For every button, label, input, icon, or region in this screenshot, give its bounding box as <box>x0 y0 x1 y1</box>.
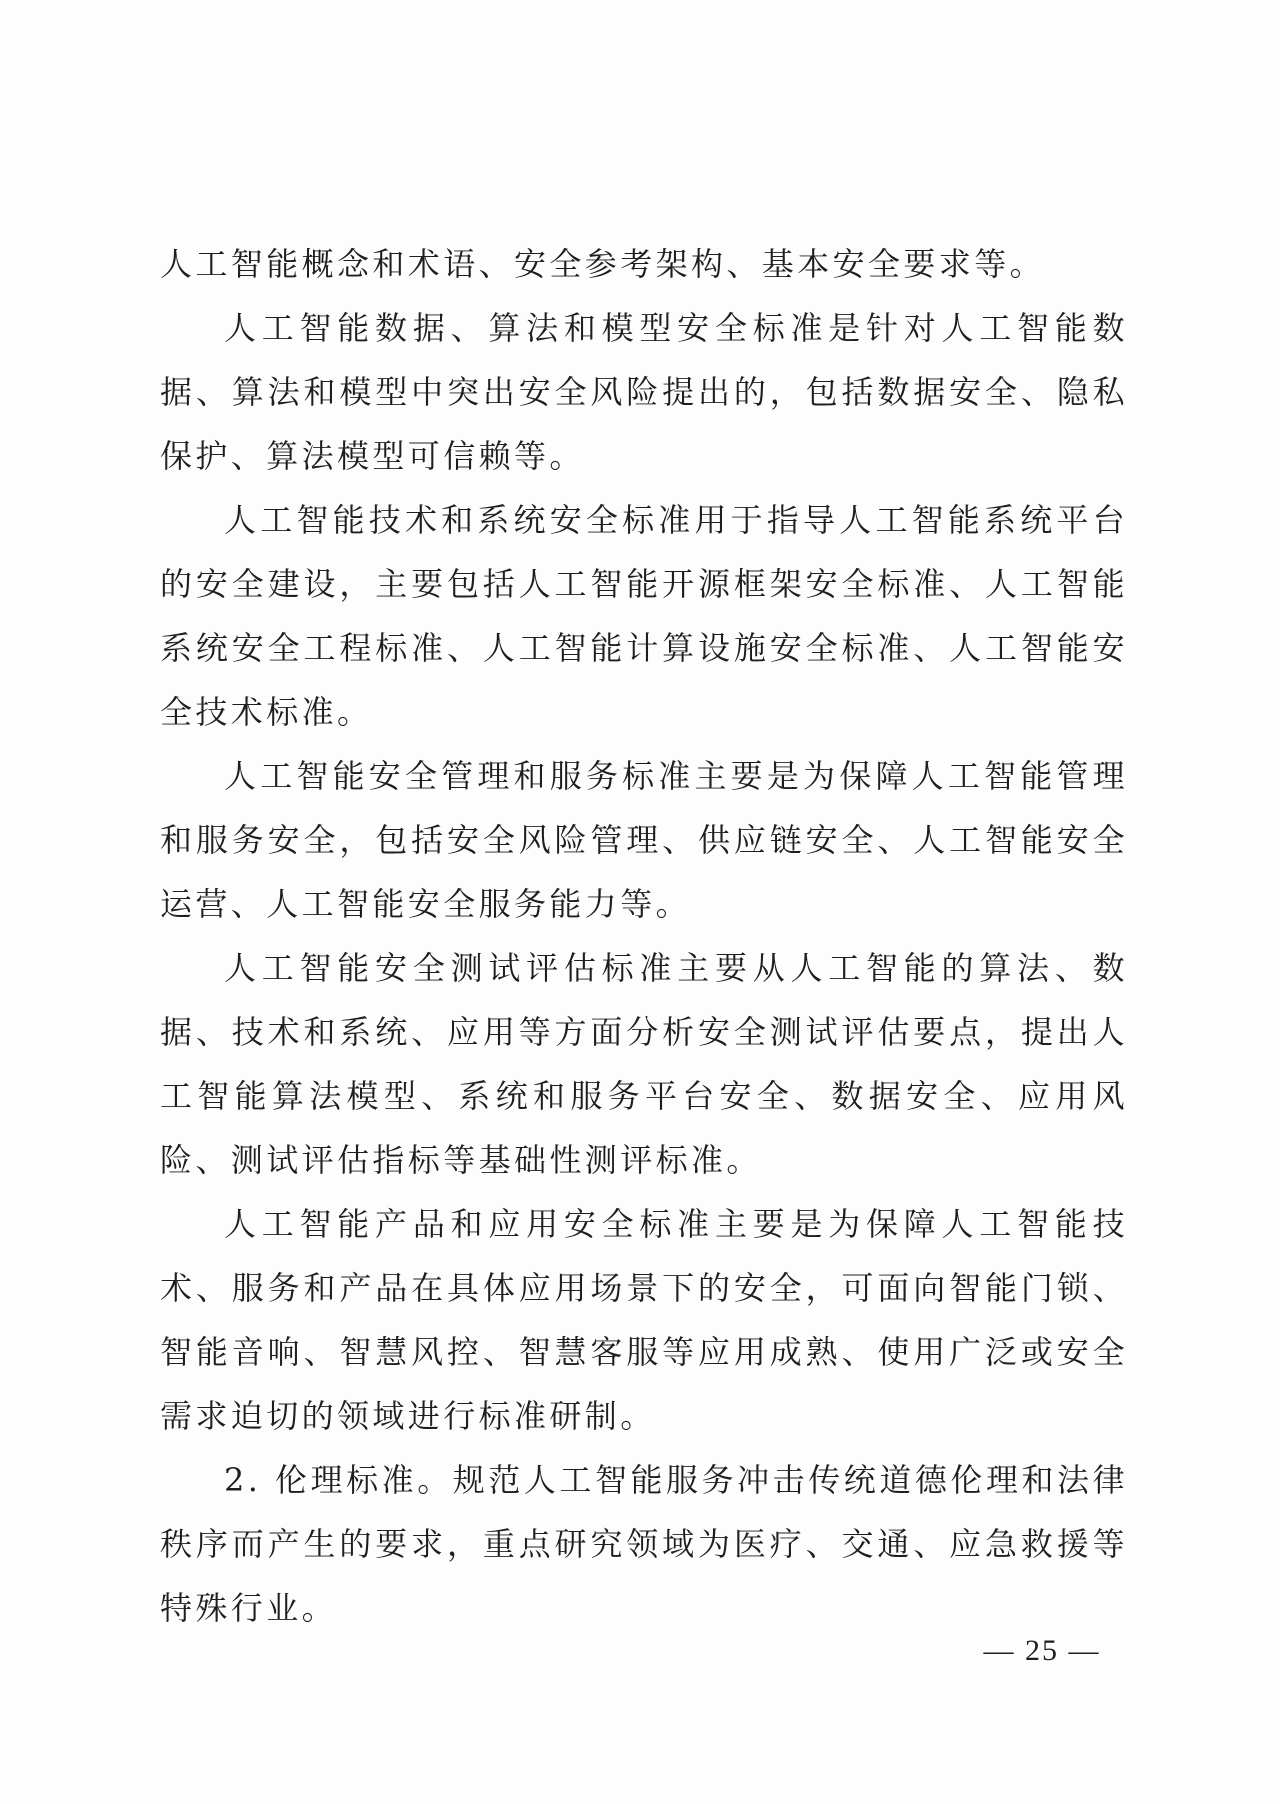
paragraph-product-application-security: 人工智能产品和应用安全标准主要是为保障人工智能技术、服务和产品在具体应用场景下的安全，可面向智能门锁、智能音响、智慧风控、智慧客服等应用成熟、使用广泛或安全需求迫切的领域进行标准研制。 <box>160 1205 1128 1435</box>
paragraph-testing-evaluation: 人工智能安全测试评估标准主要从人工智能的算法、数据、技术和系统、应用等方面分析安全测试评估要点，提出人工智能算法模型、系统和服务平台安全、数据安全、应用风险、测试评估指标等基础性测评标准。 <box>160 949 1128 1179</box>
paragraph-continuation: 人工智能概念和术语、安全参考架构、基本安全要求等。 <box>160 245 1046 283</box>
page-number: — 25 — <box>983 1634 1101 1667</box>
paragraph-technology-system-security: 人工智能技术和系统安全标准用于指导人工智能系统平台的安全建设，主要包括人工智能开源框架安全标准、人工智能系统安全工程标准、人工智能计算设施安全标准、人工智能安全技术标准。 <box>160 501 1128 731</box>
paragraph-ethics-standards: 2. 伦理标准。规范人工智能服务冲击传统道德伦理和法律秩序而产生的要求，重点研究领域为医疗、交通、应急救援等特殊行业。 <box>160 1461 1128 1627</box>
document-body <box>160 232 1128 1640</box>
paragraph-data-algorithm-model-security: 人工智能数据、算法和模型安全标准是针对人工智能数据、算法和模型中突出安全风险提出的，包括数据安全、隐私保护、算法模型可信赖等。 <box>160 309 1128 475</box>
paragraph-management-service-security: 人工智能安全管理和服务标准主要是为保障人工智能管理和服务安全，包括安全风险管理、供应链安全、人工智能安全运营、人工智能安全服务能力等。 <box>160 757 1128 923</box>
